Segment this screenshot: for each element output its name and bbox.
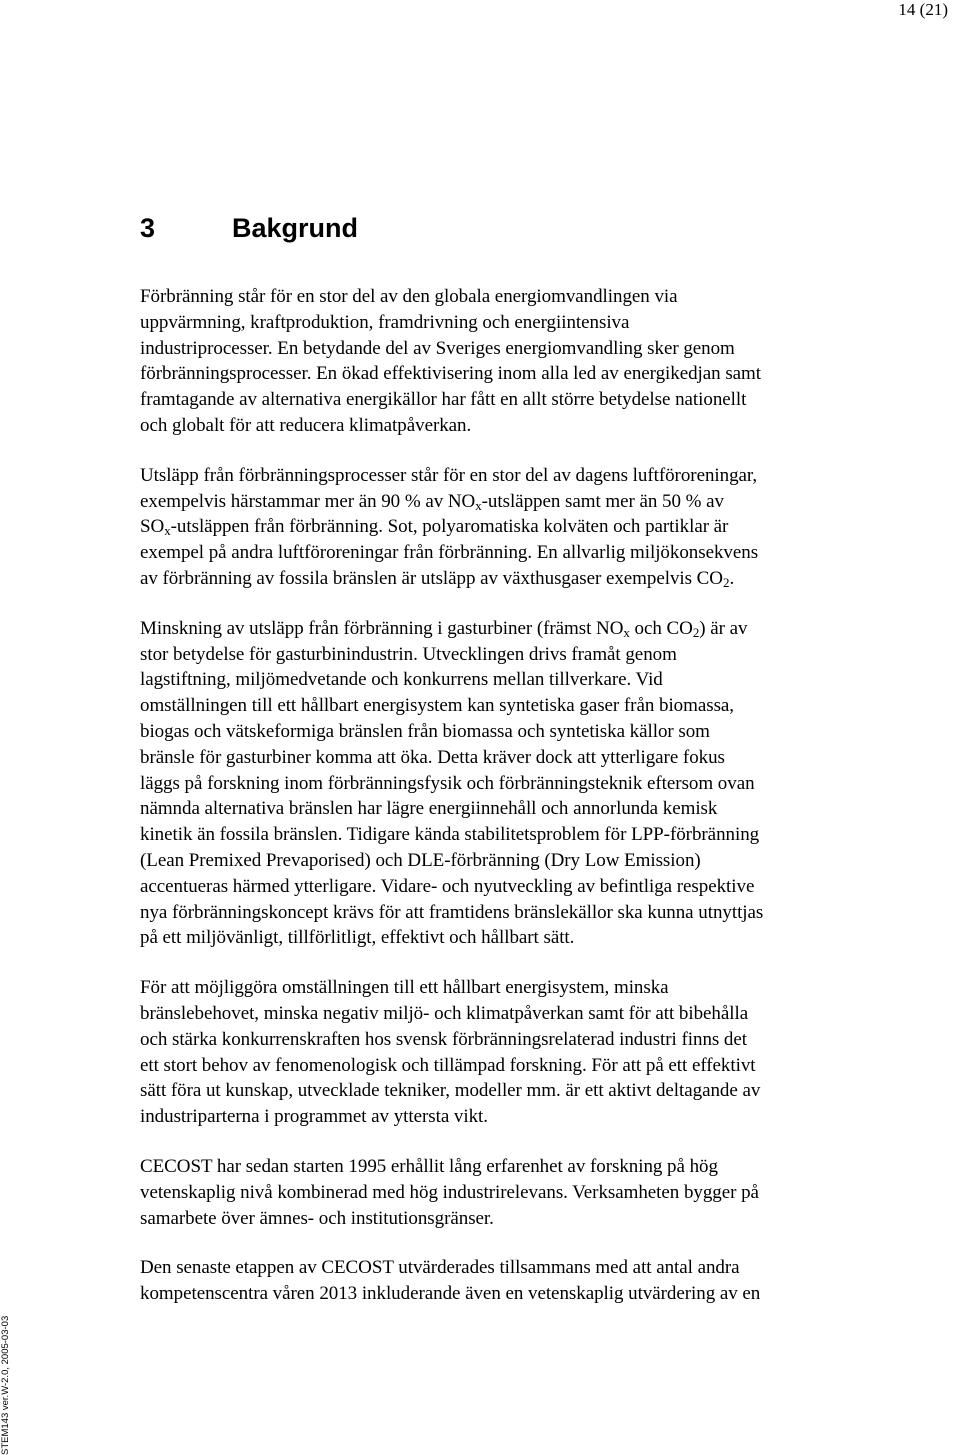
paragraph — [140, 284, 868, 439]
text-run: omställningen till ett hållbart energisystem kan syntetiska gaser från biomassa, — [140, 695, 735, 717]
text-run: industriprocesser. En betydande del av Sveriges energiomvandling sker genom — [140, 337, 735, 359]
text-run: uppvärmning, kraftproduktion, framdrivning och energiintensiva — [140, 311, 630, 333]
text-run: förbränningsprocesser. En ökad effektivisering inom alla led av energikedjan samt — [140, 363, 762, 385]
text-line — [140, 1281, 868, 1307]
section-title: Bakgrund — [232, 213, 359, 243]
text-line — [140, 925, 868, 951]
text-run: samarbete över ämnes- och institutionsgränser. — [140, 1207, 494, 1229]
text-line — [140, 667, 868, 693]
text-run: bränslebehovet, minska negativ miljö- och klimatpåverkan samt för att bibehålla — [140, 1002, 749, 1024]
text-run: För att möjliggöra omställningen till ett hållbart energisystem, minska — [140, 977, 669, 999]
text-line — [140, 540, 868, 566]
text-run: exempelvis härstammar mer än 90 % av NO — [140, 490, 476, 512]
text-run: accentueras härmed ytterligare. Vidare- och nyutveckling av befintliga respektive — [140, 875, 755, 897]
text-run: exempel på andra luftföroreningar från förbränning. En allvarlig miljökonsekvens — [140, 542, 759, 564]
text-line — [140, 900, 868, 926]
body-text — [140, 284, 868, 1331]
text-line — [140, 310, 868, 336]
text-run: och stärka konkurrenskraften hos svensk förbränningsrelaterad industri finns det — [140, 1028, 747, 1050]
text-run: kinetik än fossila bränslen. Tidigare kända stabilitetsproblem för LPP-förbränning — [140, 824, 760, 846]
text-line — [140, 1027, 868, 1053]
text-run: av förbränning av fossila bränslen är utsläpp av växthusgaser exempelvis CO — [140, 567, 723, 589]
text-line — [140, 336, 868, 362]
text-run: Förbränning står för en stor del av den globala energiomvandlingen via — [140, 286, 678, 307]
text-run: CECOST har sedan starten 1995 erhållit lång erfarenhet av forskning på hög — [140, 1155, 718, 1177]
form-version-label: STEM143 ver.W-2.0, 2005-03-03 — [0, 1315, 11, 1455]
text-line — [140, 693, 868, 719]
text-run: nya förbränningskoncept krävs för att framtidens bränslekällor ska kunna utnyttjas — [140, 901, 764, 923]
text-run: vetenskaplig nivå kombinerad med hög industrirelevans. Verksamheten bygger på — [140, 1181, 759, 1203]
text-run: ett stort behov av fenomenologisk och tillämpad forskning. För att på ett effektivt — [140, 1054, 756, 1076]
text-run: kompetenscentra våren 2013 inkluderande även en vetenskaplig utvärdering av en — [140, 1283, 761, 1305]
subscript: 2 — [692, 624, 700, 640]
text-line — [140, 387, 868, 413]
text-run: nämnda alternativa bränslen har lägre energiinnehåll och annorlunda kemisk — [140, 798, 718, 820]
paragraph — [140, 1255, 868, 1307]
text-run: -utsläppen samt mer än 50 % av — [481, 490, 724, 512]
text-run: och CO — [629, 617, 693, 639]
text-line — [140, 745, 868, 771]
subscript: 2 — [722, 574, 730, 590]
text-line — [140, 719, 868, 745]
text-run: på ett miljövänligt, tillförlitligt, effektivt och hållbart sätt. — [140, 927, 575, 949]
text-run: och globalt för att reducera klimatpåverkan. — [140, 414, 472, 436]
text-line — [140, 1104, 868, 1130]
section-heading — [140, 208, 358, 248]
text-line — [140, 874, 868, 900]
paragraph — [140, 463, 868, 592]
text-run: (Lean Premixed Prevaporised) och DLE-förbränning (Dry Low Emission) — [140, 849, 701, 871]
text-run: bränsle för gasturbiner komma att öka. Detta kräver dock att ytterligare fokus — [140, 746, 725, 768]
text-line — [140, 361, 868, 387]
text-run: lagstiftning, miljömedvetande och konkurrens mellan tillverkare. Vid — [140, 669, 663, 691]
paragraph — [140, 616, 868, 951]
section-number: 3 — [140, 213, 156, 243]
text-line — [140, 848, 868, 874]
paragraph — [140, 975, 868, 1130]
text-line — [140, 642, 868, 668]
text-line — [140, 822, 868, 848]
text-run: läggs på forskning inom förbränningsfysik och förbränningsteknik eftersom ovan — [140, 772, 755, 794]
text-line — [140, 1255, 868, 1281]
text-line — [140, 1001, 868, 1027]
text-run: . — [729, 567, 735, 589]
text-line — [140, 413, 868, 439]
text-line — [140, 975, 868, 1001]
text-line — [140, 514, 868, 540]
text-line — [140, 1154, 868, 1180]
text-line — [140, 796, 868, 822]
text-line — [140, 463, 868, 489]
text-run: industriparterna i programmet av yttersta vikt. — [140, 1106, 488, 1128]
text-run: framtagande av alternativa energikällor har fått en allt större betydelse nationellt — [140, 389, 747, 411]
text-run: SO — [140, 516, 165, 538]
text-line — [140, 489, 868, 515]
text-run: Den senaste etappen av CECOST utvärderades tillsammans med att antal andra — [140, 1257, 740, 1279]
page-number: 14 (21) — [898, 0, 948, 19]
text-run: -utsläppen från förbränning. Sot, polyaromatiska kolväten och partiklar är — [170, 516, 729, 538]
text-run: sätt föra ut kunskap, utvecklade tekniker, modeller mm. är ett aktivt deltagande av — [140, 1080, 761, 1102]
subscript: x — [623, 624, 630, 640]
subscript: x — [164, 523, 171, 539]
text-line — [140, 771, 868, 797]
text-line — [140, 1206, 868, 1232]
text-line — [140, 1180, 868, 1206]
text-line — [140, 1053, 868, 1079]
text-line — [140, 566, 868, 592]
text-run: stor betydelse för gasturbinindustrin. Utvecklingen drivs framåt genom — [140, 643, 677, 665]
text-line — [140, 616, 868, 642]
text-run: biogas och vätskeformiga bränslen från biomassa och syntetiska källor som — [140, 720, 710, 742]
text-run: ) är av — [699, 617, 748, 639]
subscript: x — [475, 497, 482, 513]
text-line — [140, 1078, 868, 1104]
text-line — [140, 284, 868, 310]
text-run: Minskning av utsläpp från förbränning i gasturbiner (främst NO — [140, 617, 624, 639]
paragraph — [140, 1154, 868, 1231]
text-run: Utsläpp från förbränningsprocesser står för en stor del av dagens luftföroreningar, — [140, 464, 758, 486]
